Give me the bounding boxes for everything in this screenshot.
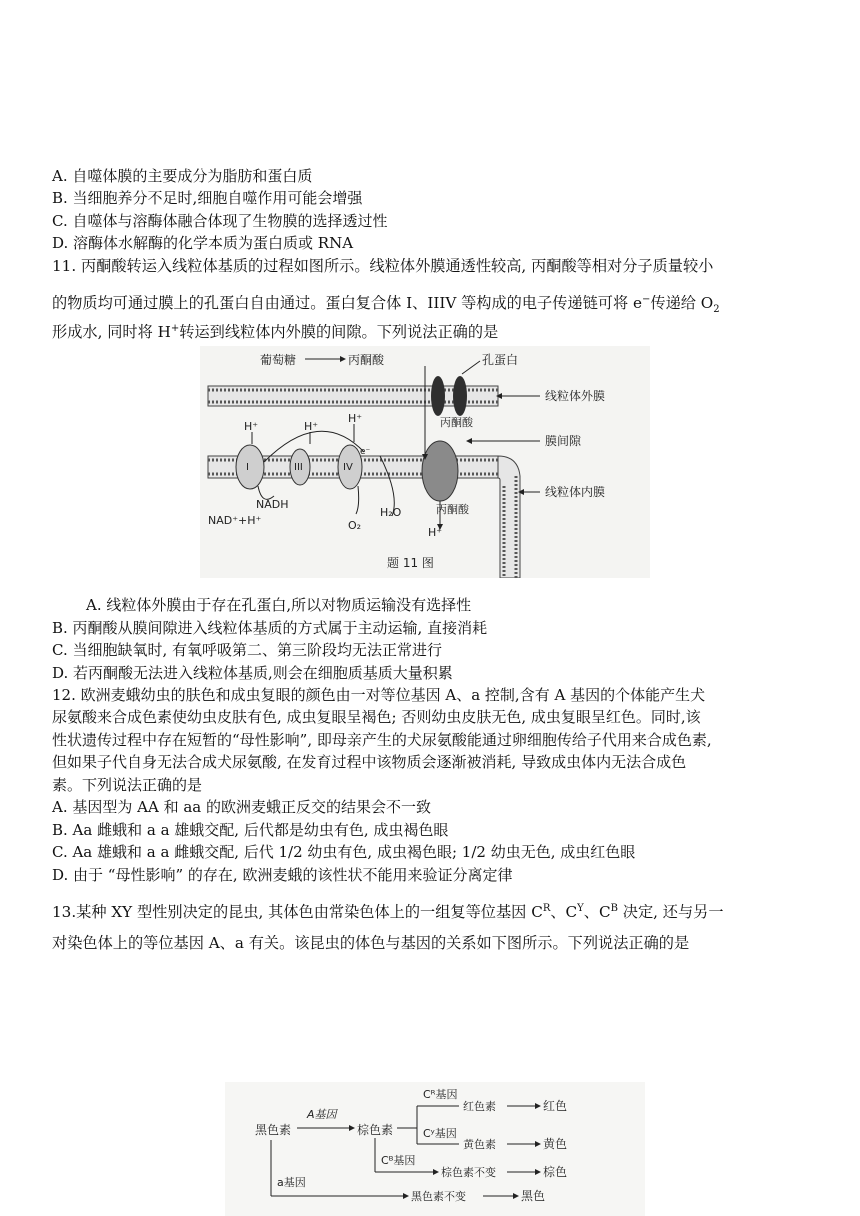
fig13-red: 红色: [543, 1099, 568, 1113]
fig11-pyruvate-mid: 丙酮酸: [440, 416, 473, 429]
fig13-black-pigment: 黑色素: [255, 1123, 292, 1137]
fig13-a-gene: A基因: [307, 1108, 337, 1121]
fig11-complex-4: IV: [343, 462, 353, 473]
q11-stem-line1: 11. 丙酮酸转运入线粒体基质的过程如图所示。线粒体外膜通透性较高, 丙酮酸等相对分子质量较小: [52, 257, 714, 275]
q11-stem-line2: 的物质均可通过膜上的孔蛋白自由通过。蛋白复合体 I、IIIV 等构成的电子传递链可将 e−传递给 $O_2$: [52, 293, 720, 316]
fig11-caption: 题 11 图: [387, 556, 434, 570]
fig11-h-plus-4: H⁺: [428, 526, 443, 539]
q12-option-d: D. 由于 “母性影响” 的存在, 欧洲麦蛾的该性状不能用来验证分离定律: [52, 866, 513, 884]
fig11-nadh: NADH: [256, 498, 289, 511]
fig13-black: 黑色: [521, 1189, 546, 1203]
fig13-yellow-pigment: 黄色素: [463, 1138, 496, 1151]
fig13-cb-gene: Cᴮ基因: [381, 1154, 416, 1167]
fig13-brown: 棕色: [543, 1165, 568, 1179]
fig13-cr-gene: Cᴿ基因: [423, 1088, 458, 1101]
fig11-electron: e⁻: [360, 447, 371, 457]
fig13-brown-unchanged: 棕色素不变: [441, 1166, 496, 1179]
fig11-h2o: H₂O: [380, 506, 402, 519]
q12-option-b: B. Aa 雌蛾和 a a 雄蛾交配, 后代都是幼虫有色, 成虫褐色眼: [52, 821, 449, 839]
mitochondria-diagram: [200, 346, 650, 578]
q11-option-b: B. 丙酮酸从膜间隙进入线粒体基质的方式属于主动运输, 直接消耗: [52, 619, 488, 637]
fig13-cy-gene: Cʸ基因: [423, 1127, 457, 1140]
q10-option-b: B. 当细胞养分不足时,细胞自噬作用可能会增强: [52, 189, 363, 207]
q13-stem-line1: 13.某种 XY 型性别决定的昆虫, 其体色由常染色体上的一组复等位基因 $C^R$、$C^Y$、$C^B$ 决定, 还与另一: [52, 902, 724, 921]
fig11-inner-membrane: 线粒体内膜: [545, 485, 606, 499]
fig11-porin: 孔蛋白: [482, 353, 519, 367]
q12-option-a: A. 基因型为 AA 和 aa 的欧洲麦蛾正反交的结果会不一致: [52, 798, 431, 816]
q10-option-a: A. 自噬体膜的主要成分为脂肪和蛋白质: [52, 167, 313, 185]
fig11-outer-membrane: 线粒体外膜: [545, 389, 606, 403]
q10-option-d: D. 溶酶体水解酶的化学本质为蛋白质或 RNA: [52, 234, 354, 252]
fig11-complex-1: I: [246, 462, 249, 473]
fig11-o2: O₂: [348, 519, 362, 532]
fig11-glucose: 葡萄糖: [260, 353, 297, 367]
fig13-black-unchanged: 黑色素不变: [411, 1190, 466, 1203]
fig11-pyruvate-top: 丙酮酸: [348, 353, 385, 367]
q12-stem-line5: 素。下列说法正确的是: [52, 776, 203, 794]
q12-stem-line3: 性状遗传过程中存在短暂的“母性影响”, 即母亲产生的犬尿氨酸能通过卵细胞传给子代用来合成色素,: [52, 731, 712, 749]
fig13-brown-pigment: 棕色素: [357, 1123, 394, 1137]
body-color-pathway-diagram: [225, 1082, 645, 1216]
fig11-h-plus-3: H⁺: [348, 412, 363, 425]
q12-option-c: C. Aa 雄蛾和 a a 雌蛾交配, 后代 1/2 幼虫有色, 成虫褐色眼; 1/2 幼虫无色, 成虫红色眼: [52, 843, 636, 861]
fig11-h-plus-1: H⁺: [244, 420, 259, 433]
fig13-yellow: 黄色: [543, 1137, 568, 1151]
q12-stem-line1: 12. 欧洲麦蛾幼虫的肤色和成虫复眼的颜色由一对等位基因 A、a 控制,含有 A 基因的个体能产生犬: [52, 686, 706, 704]
q13-stem-line2: 对染色体上的等位基因 A、a 有关。该昆虫的体色与基因的关系如下图所示。下列说法正确的是: [52, 934, 690, 952]
q11-stem-line3: 形成水, 同时将 H+转运到线粒体内外膜的间隙。下列说法正确的是: [52, 322, 499, 341]
fig11-nad: NAD⁺+H⁺: [208, 514, 262, 527]
q10-option-c: C. 自噬体与溶酶体融合体现了生物膜的选择透过性: [52, 212, 388, 230]
fig13-red-pigment: 红色素: [463, 1100, 496, 1113]
q12-stem-line4: 但如果子代自身无法合成犬尿氨酸, 在发育过程中该物质会逐渐被消耗, 导致成虫体内无法合成色: [52, 753, 687, 771]
q11-option-c: C. 当细胞缺氧时, 有氧呼吸第二、第三阶段均无法正常进行: [52, 641, 443, 659]
q11-option-a: A. 线粒体外膜由于存在孔蛋白,所以对物质运输没有选择性: [86, 596, 472, 614]
fig11-pyruvate-bottom: 丙酮酸: [436, 503, 469, 516]
fig11-h-plus-2: H⁺: [304, 420, 319, 433]
q12-stem-line2: 尿氨酸来合成色素使幼虫皮肤有色, 成虫复眼呈褐色; 否则幼虫皮肤无色, 成虫复眼呈红色。同时,该: [52, 708, 701, 726]
q11-option-d: D. 若丙酮酸无法进入线粒体基质,则会在细胞质基质大量积累: [52, 664, 453, 682]
fig11-complex-3: III: [294, 462, 303, 473]
fig13-a-lower-gene: a基因: [277, 1176, 306, 1189]
fig11-intermembrane: 膜间隙: [545, 434, 582, 448]
